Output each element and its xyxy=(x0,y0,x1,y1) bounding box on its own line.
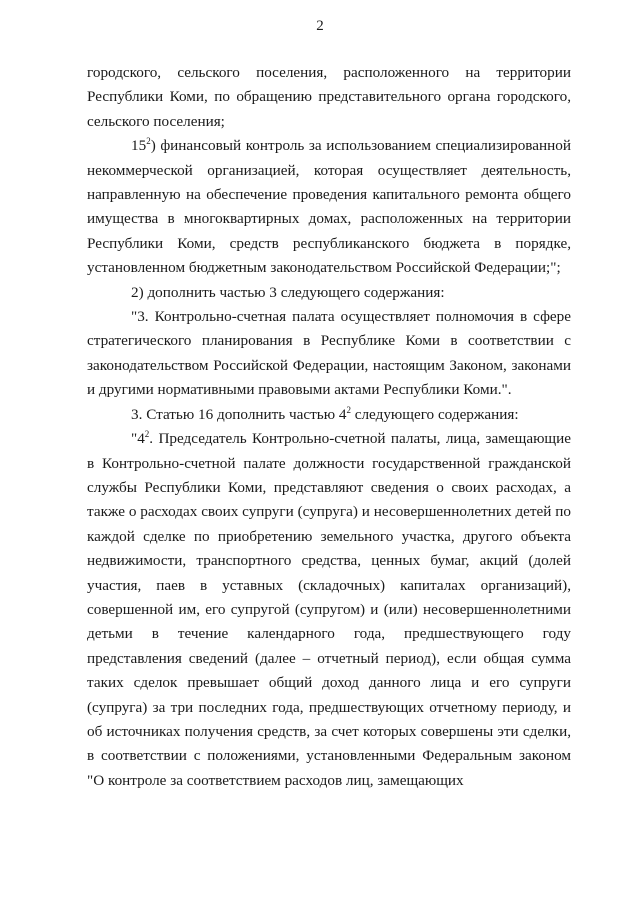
paragraph-text: следующего содержания: xyxy=(350,405,519,423)
superscript: 2 xyxy=(346,404,351,415)
paragraph-text: 3. Статью 16 дополнить частью 4 xyxy=(131,405,347,423)
paragraph xyxy=(87,134,571,280)
paragraph xyxy=(87,61,571,134)
paragraph-text: городского, сельского поселения, расположенного на территории Республики Коми, по обращению представительного органа городского, сельского поселения; xyxy=(87,64,571,130)
paragraph-text: 2) дополнить частью 3 следующего содержания: xyxy=(131,283,445,301)
paragraph-text: . Председатель Контрольно-счетной палаты, лица, замещающие в Контрольно-счетной палате должности государственной гражданской службы Республики Коми, представляют сведения о своих расходах, а также о расходах своих супруги (супруга) и несовершеннолетних детей по каждой сделке по приобретению земельного участка, другого объекта недвижимости, транспортного средства, ценных бумаг, акций (долей участия, паев в уставных (складочных) капиталах организаций), совершенной им, его супругой (супругом) и (или) несовершеннолетними детьми в течение календарного года, предшествующего году представления сведений (далее – отчетный период), если общая сумма таких сделок превышает общий доход данного лица и его супруги (супруга) за три последних года, предшествующих отчетному периоду, и об источниках получения средств, за счет которых совершены эти сделки, в соответствии с положениями, установленными Федеральным законом "О контроле за соответствием расходов лиц, замещающих xyxy=(87,430,571,789)
paragraph xyxy=(87,403,571,427)
page-number: 2 xyxy=(316,18,324,34)
paragraph-text: "3. Контрольно-счетная палата осуществляет полномочия в сфере стратегического планирования в Республике Коми в соответствии с законодательством Российской Федерации, настоящим Законом, законами и другими нормативными правовыми актами Республики Коми.". xyxy=(87,308,571,399)
document-body xyxy=(87,61,571,793)
paragraph-text: 15 xyxy=(131,137,147,155)
paragraph xyxy=(87,305,571,403)
paragraph-text: "4 xyxy=(131,430,145,448)
paragraph xyxy=(87,427,571,793)
paragraph-text: ) финансовый контроль за использованием специализированной некоммерческой организацией, которая осуществляет деятельность, направленную на обеспечение проведения капитального ремонта общего имущества в многоквартирных домах, расположенных на территории Республики Коми, средств республиканского бюджета в порядке, установленном бюджетным законодательством Российской Федерации;"; xyxy=(87,137,571,277)
superscript: 2 xyxy=(146,136,151,147)
paragraph xyxy=(87,281,571,305)
superscript: 2 xyxy=(144,429,150,440)
